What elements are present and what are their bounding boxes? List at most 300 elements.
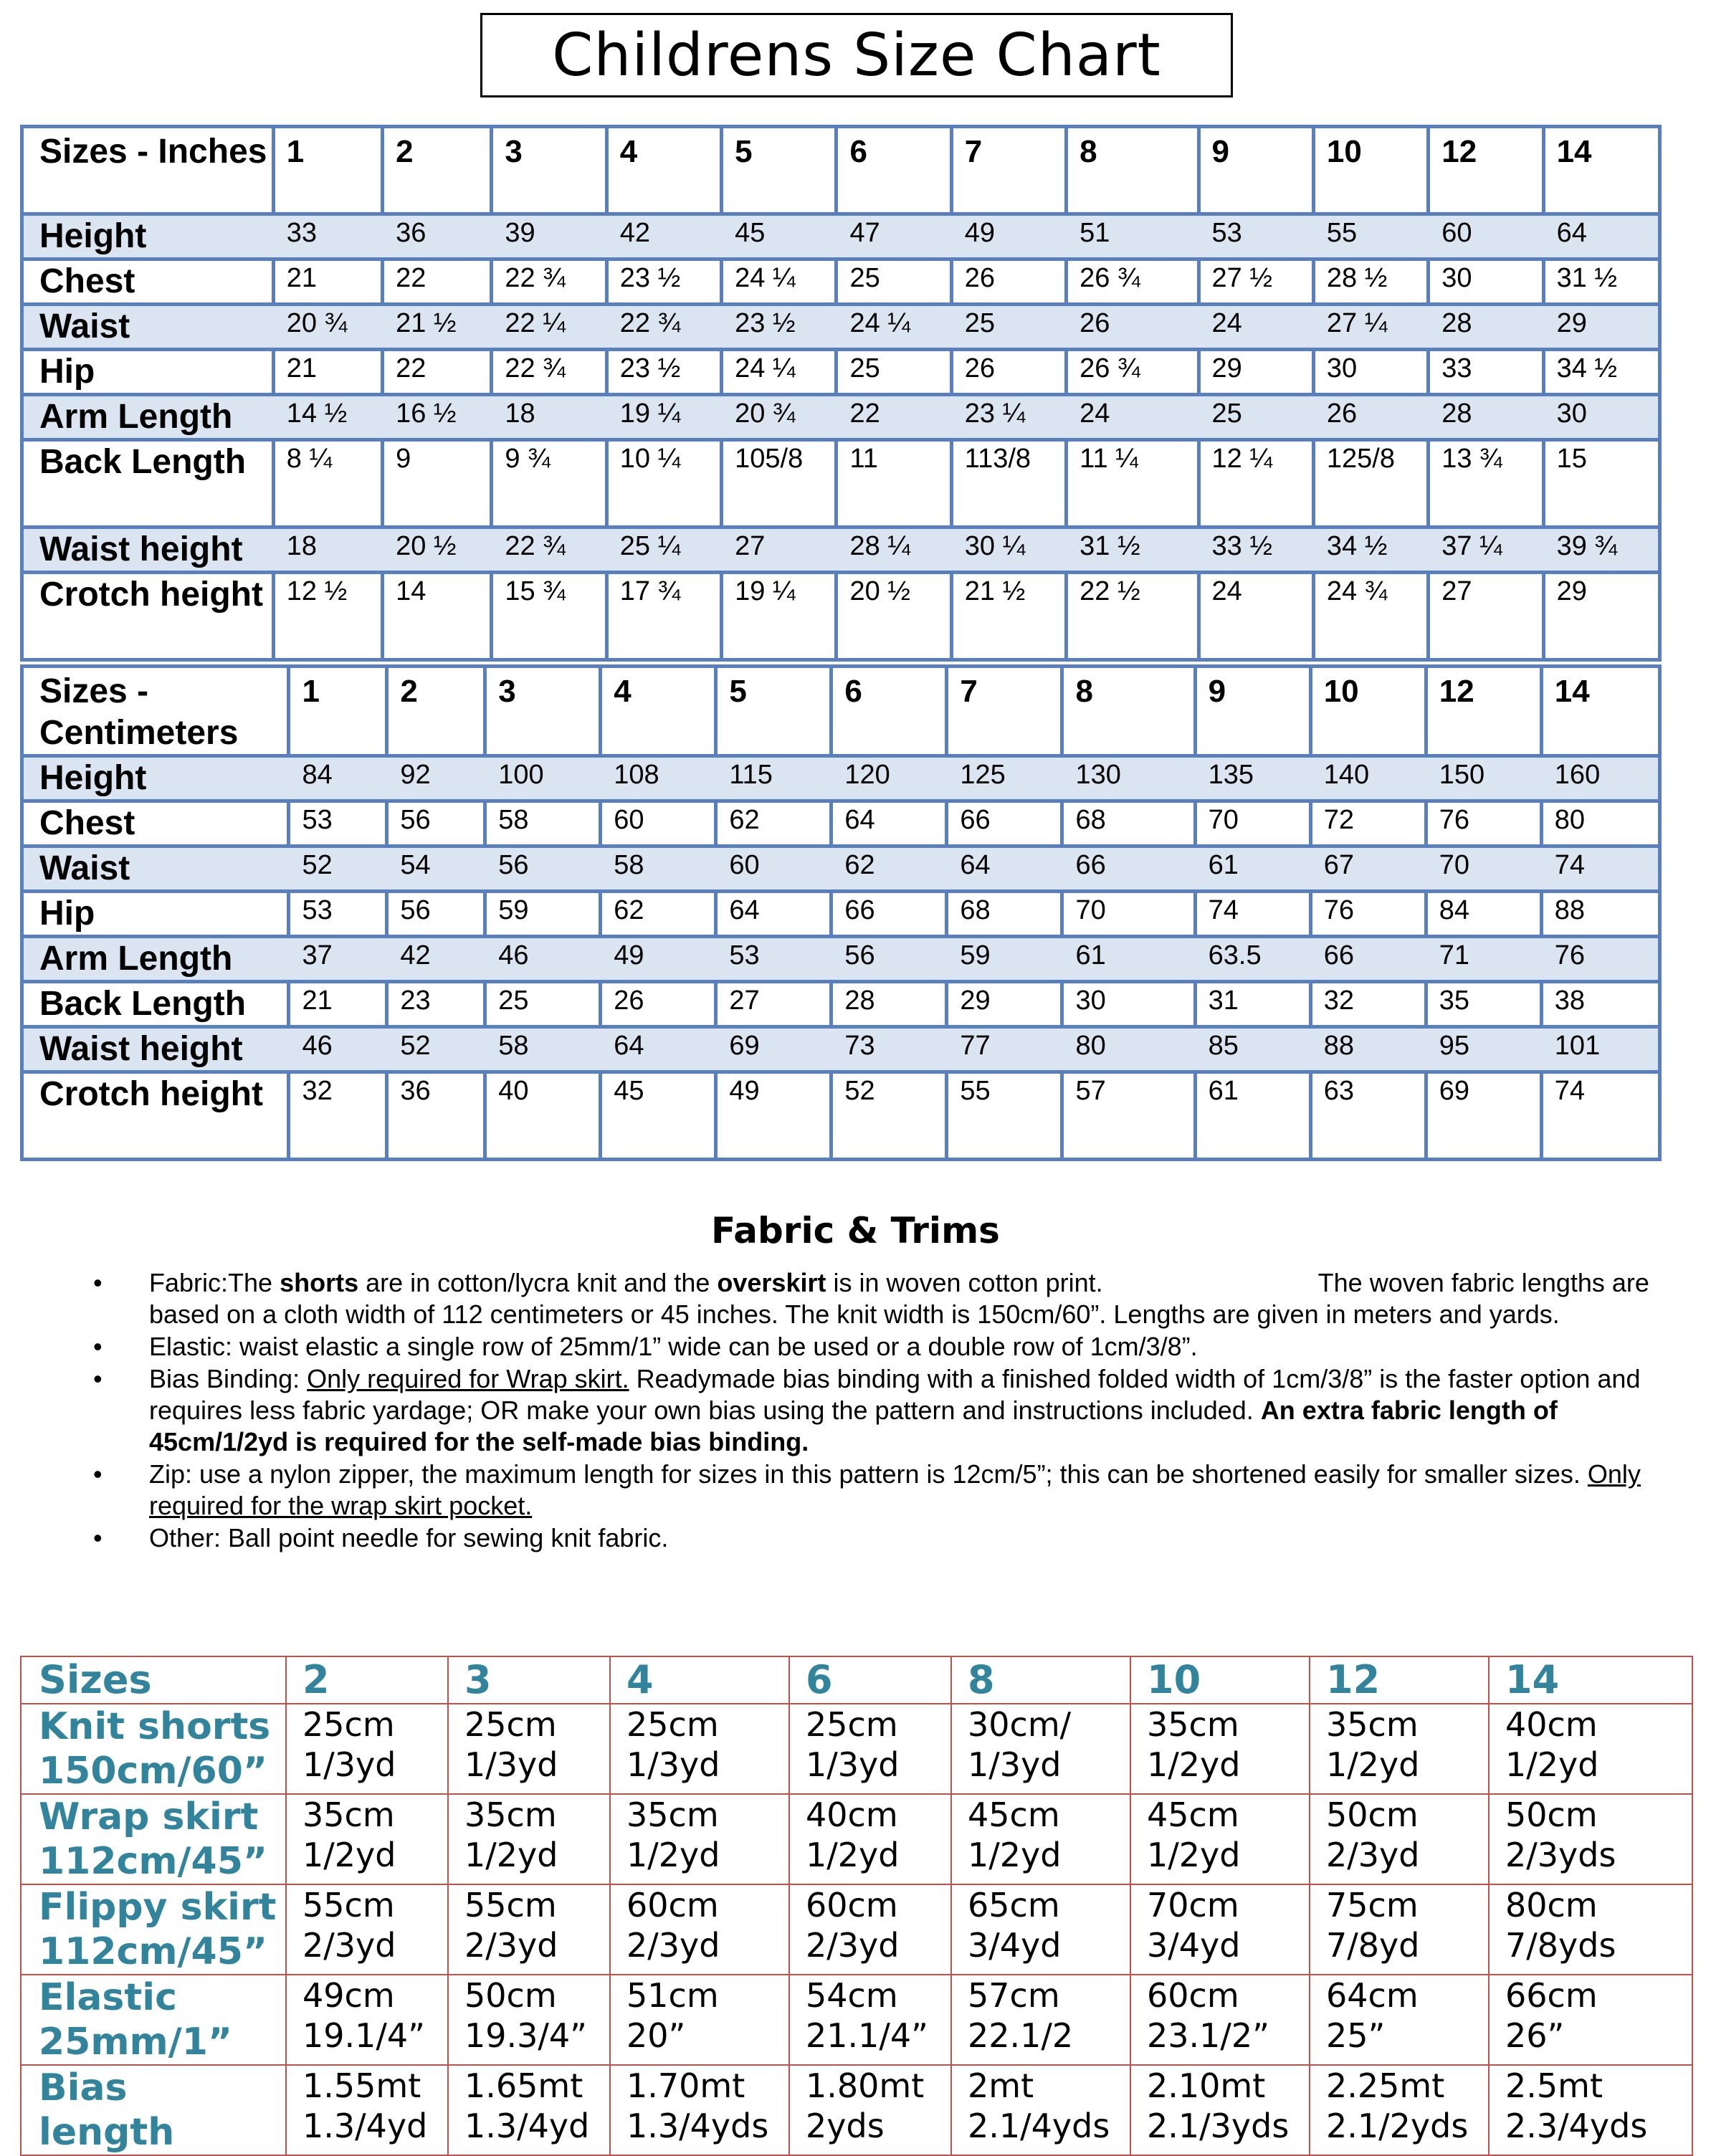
size-header: 2 [286, 1656, 448, 1704]
measurement-cell: 22 ½ [1067, 573, 1198, 660]
amount-line: 1/3yd [968, 1745, 1062, 1784]
measurement-cell: 76 [1426, 801, 1541, 846]
measurement-cell: 69 [716, 1027, 831, 1072]
bullet-icon: • [93, 1268, 103, 1297]
amount-line: 51cm [626, 1976, 719, 2015]
fabric-amount-cell [448, 1704, 610, 1794]
measurement-cell: 49 [951, 214, 1066, 259]
fabric-amount-cell [286, 1884, 448, 1975]
fabric-amount-cell [448, 1884, 610, 1975]
measurement-cell: 53 [1198, 214, 1313, 259]
measurement-cell: 17 ¾ [606, 573, 721, 660]
measurement-cell: 26 [1313, 395, 1428, 440]
row-label-line: 25mm/1” [39, 2021, 233, 2064]
measurement-cell: 85 [1195, 1027, 1310, 1072]
measurement-cell: 21 [289, 982, 387, 1027]
measurement-cell: 11 [837, 440, 951, 528]
size-header: 14 [1489, 1656, 1692, 1704]
measurement-cell: 15 ¾ [492, 573, 606, 660]
fabric-amount-cell [448, 1975, 610, 2065]
row-label: Crotch height [22, 1072, 289, 1160]
size-header: 9 [1198, 127, 1313, 214]
measurement-cell: 25 [837, 259, 951, 305]
measurement-cell: 74 [1541, 846, 1659, 892]
amount-line: 2.3/4yds [1505, 2107, 1648, 2145]
fabric-amount-cell [610, 1704, 789, 1794]
amount-line: 70cm [1147, 1886, 1239, 1924]
measurement-cell: 14 ½ [273, 395, 382, 440]
table-row [22, 801, 1660, 846]
amount-line: 1/2yd [626, 1836, 720, 1874]
measurement-cell: 58 [485, 801, 601, 846]
size-header: 6 [789, 1656, 951, 1704]
row-label: Waist [22, 305, 274, 350]
size-header: 14 [1543, 127, 1659, 214]
list-item: • Fabric:The shorts are in cotton/lycra knit and the overskirt is in woven cotton print. The woven fabric lengths are based on a cloth width of 112 centimeters or 45 inches. The knit width is 150cm/60”. Lengths are given in meters and yards. [93, 1268, 1649, 1329]
measurement-cell: 67 [1310, 846, 1426, 892]
measurement-cell: 24 [1198, 305, 1313, 350]
amount-line: 60cm [806, 1886, 898, 1924]
amount-line: 25cm [464, 1705, 557, 1744]
measurement-cell: 55 [1313, 214, 1428, 259]
fabric-amount-cell [286, 2065, 448, 2155]
measurement-cell: 25 [1198, 395, 1313, 440]
measurement-cell: 38 [1541, 982, 1659, 1027]
size-header: 8 [951, 1656, 1130, 1704]
measurement-cell: 22 [383, 259, 492, 305]
measurement-cell: 59 [947, 937, 1062, 982]
measurement-cell: 61 [1195, 846, 1310, 892]
measurement-cell: 33 ½ [1198, 528, 1313, 573]
table-row [22, 350, 1660, 395]
amount-line: 1.3/4yd [302, 2107, 428, 2145]
measurement-cell: 24 ¼ [837, 305, 951, 350]
bullet-icon: • [93, 1523, 103, 1552]
bullet-icon: • [93, 1459, 103, 1489]
measurement-cell: 16 ½ [383, 395, 492, 440]
amount-line: 2/3yd [806, 1926, 900, 1965]
page-title: Childrens Size Chart [480, 13, 1233, 97]
measurement-cell: 40 [485, 1072, 601, 1160]
table-row [22, 305, 1660, 350]
fabric-amount-cell [1310, 1975, 1489, 2065]
measurement-cell: 88 [1541, 892, 1659, 937]
size-header: 5 [722, 127, 837, 214]
list-item: • Elastic: waist elastic a single row of 25mm/1” wide can be used or a double row of 1cm/3/8”. [93, 1332, 1198, 1361]
list-item: • Other: Ball point needle for sewing knit fabric. [93, 1523, 669, 1552]
measurement-cell: 22 ¼ [492, 305, 606, 350]
measurement-cell: 25 [485, 982, 601, 1027]
measurement-cell: 52 [387, 1027, 485, 1072]
measurement-cell: 64 [947, 846, 1062, 892]
measurement-cell: 32 [289, 1072, 387, 1160]
fabric-amount-cell [1130, 1794, 1310, 1884]
measurement-cell: 28 ¼ [837, 528, 951, 573]
amount-line: 45cm [1147, 1795, 1239, 1834]
row-label [21, 1884, 286, 1975]
measurement-cell: 160 [1541, 756, 1659, 801]
amount-line: 35cm [464, 1795, 557, 1834]
amount-line: 2mt [968, 2066, 1034, 2105]
measurement-cell: 62 [601, 892, 716, 937]
measurement-cell: 26 [601, 982, 716, 1027]
amount-line: 1/2yd [1147, 1836, 1241, 1874]
measurement-cell: 25 ¼ [606, 528, 721, 573]
size-header: 6 [831, 667, 947, 756]
amount-line: 1.55mt [302, 2066, 421, 2105]
measurement-cell: 29 [1198, 350, 1313, 395]
amount-line: 25cm [626, 1705, 719, 1744]
amount-line: 35cm [1147, 1705, 1239, 1744]
table-row [22, 937, 1660, 982]
measurement-cell: 36 [383, 214, 492, 259]
measurement-cell: 35 [1426, 982, 1541, 1027]
row-label [21, 1704, 286, 1794]
amount-line: 2.25mt [1326, 2066, 1445, 2105]
measurement-cell: 32 [1310, 982, 1426, 1027]
measurement-cell: 23 ½ [606, 259, 721, 305]
size-header: 6 [837, 127, 951, 214]
amount-line: 22.1/2 [968, 2016, 1074, 2055]
measurement-cell: 56 [831, 937, 947, 982]
size-header: 2 [387, 667, 485, 756]
measurement-cell: 26 [951, 259, 1066, 305]
amount-line: 1/2yd [1326, 1745, 1420, 1784]
measurement-cell: 100 [485, 756, 601, 801]
amount-line: 40cm [1505, 1705, 1598, 1744]
row-label-line: 112cm/45” [39, 1840, 268, 1883]
table-header-row [21, 1656, 1692, 1704]
amount-line: 1/2yd [464, 1836, 558, 1874]
measurement-cell: 21 ½ [383, 305, 492, 350]
measurement-cell: 39 ¾ [1543, 528, 1659, 573]
measurement-cell: 64 [831, 801, 947, 846]
amount-line: 2.5mt [1505, 2066, 1603, 2105]
measurement-cell: 51 [1067, 214, 1198, 259]
fabric-amount-cell [610, 1975, 789, 2065]
measurement-cell: 68 [1062, 801, 1195, 846]
measurement-cell: 70 [1062, 892, 1195, 937]
measurement-cell: 53 [716, 937, 831, 982]
amount-line: 55cm [302, 1886, 395, 1924]
measurement-cell: 13 ¾ [1429, 440, 1543, 528]
measurement-cell: 34 ½ [1543, 350, 1659, 395]
amount-line: 35cm [1326, 1705, 1419, 1744]
amount-line: 1/2yd [1147, 1745, 1241, 1784]
measurement-cell: 42 [387, 937, 485, 982]
measurement-cell: 39 [492, 214, 606, 259]
measurement-cell: 22 [383, 350, 492, 395]
row-label: Back Length [22, 982, 289, 1027]
row-label: Hip [22, 350, 274, 395]
measurement-cell: 14 [383, 573, 492, 660]
size-header: 4 [606, 127, 721, 214]
amount-line: 75cm [1326, 1886, 1419, 1924]
amount-line: 1/2yd [968, 1836, 1062, 1874]
measurement-cell: 76 [1310, 892, 1426, 937]
measurement-cell: 21 [273, 350, 382, 395]
measurement-cell: 27 ½ [1198, 259, 1313, 305]
fabric-amount-cell [789, 1975, 951, 2065]
measurement-cell: 63.5 [1195, 937, 1310, 982]
measurement-cell: 54 [387, 846, 485, 892]
row-label-line: 112cm/45” [39, 1930, 268, 1973]
measurement-cell: 30 [1062, 982, 1195, 1027]
measurement-cell: 63 [1310, 1072, 1426, 1160]
measurement-cell: 66 [947, 801, 1062, 846]
measurement-cell: 108 [601, 756, 716, 801]
row-label-line: Bias [39, 2066, 128, 2109]
measurement-cell: 27 ¼ [1313, 305, 1428, 350]
size-header: 2 [383, 127, 492, 214]
measurement-cell: 11 ¼ [1067, 440, 1198, 528]
amount-line: 26” [1505, 2016, 1565, 2055]
measurement-cell: 101 [1541, 1027, 1659, 1072]
measurement-cell: 9 [383, 440, 492, 528]
measurement-cell: 42 [606, 214, 721, 259]
measurement-cell: 24 [1198, 573, 1313, 660]
size-header: 14 [1541, 667, 1659, 756]
row-label-line: 150cm/60” [39, 1750, 268, 1793]
measurement-cell: 73 [831, 1027, 947, 1072]
row-label [21, 2065, 286, 2155]
measurement-cell: 30 [1313, 350, 1428, 395]
measurement-cell: 18 [492, 395, 606, 440]
row-label-line: length [39, 2111, 175, 2154]
amount-line: 54cm [806, 1976, 898, 2015]
fabric-requirements-table [20, 1656, 1693, 2156]
measurement-cell: 28 [831, 982, 947, 1027]
size-header: 10 [1130, 1656, 1310, 1704]
measurement-cell: 24 ¾ [1313, 573, 1428, 660]
size-header: 8 [1062, 667, 1195, 756]
measurement-cell: 33 [1429, 350, 1543, 395]
amount-line: 50cm [1505, 1795, 1598, 1834]
table-header-row [22, 667, 1660, 756]
measurement-cell: 150 [1426, 756, 1541, 801]
size-header: 4 [601, 667, 716, 756]
table-row [22, 259, 1660, 305]
amount-line: 60cm [1147, 1976, 1239, 2015]
fabric-amount-cell [448, 2065, 610, 2155]
table-row [21, 2065, 1692, 2155]
measurement-cell: 23 ½ [722, 305, 837, 350]
table-row [22, 440, 1660, 528]
table-row [21, 1704, 1692, 1794]
measurement-cell: 62 [831, 846, 947, 892]
measurement-cell: 21 ½ [951, 573, 1066, 660]
measurement-cell: 140 [1310, 756, 1426, 801]
measurement-cell: 68 [947, 892, 1062, 937]
amount-line: 50cm [464, 1976, 557, 2015]
measurement-cell: 80 [1062, 1027, 1195, 1072]
measurement-cell: 23 ½ [606, 350, 721, 395]
measurement-cell: 18 [273, 528, 382, 573]
measurement-cell: 64 [601, 1027, 716, 1072]
amount-line: 19.1/4” [302, 2016, 426, 2055]
measurement-cell: 24 ¼ [722, 350, 837, 395]
measurement-cell: 30 [1543, 395, 1659, 440]
fabric-amount-cell [610, 1884, 789, 1975]
measurement-cell: 56 [485, 846, 601, 892]
measurement-cell: 60 [601, 801, 716, 846]
measurement-cell: 105/8 [722, 440, 837, 528]
amount-line: 1/2yd [302, 1836, 396, 1874]
size-header: 10 [1313, 127, 1428, 214]
amount-line: 50cm [1326, 1795, 1419, 1834]
measurement-cell: 22 ¾ [492, 259, 606, 305]
table-row [21, 1884, 1692, 1975]
measurement-cell: 28 [1429, 305, 1543, 350]
measurement-cell: 46 [289, 1027, 387, 1072]
measurement-cell: 95 [1426, 1027, 1541, 1072]
amount-line: 40cm [806, 1795, 898, 1834]
amount-line: 35cm [302, 1795, 395, 1834]
measurement-cell: 31 ½ [1543, 259, 1659, 305]
header-label: Sizes - Inches [22, 127, 274, 214]
amount-line: 7/8yd [1326, 1926, 1420, 1965]
measurement-cell: 19 ¼ [722, 573, 837, 660]
measurement-cell: 115 [716, 756, 831, 801]
measurement-cell: 59 [485, 892, 601, 937]
measurement-cell: 47 [837, 214, 951, 259]
row-label: Hip [22, 892, 289, 937]
fabric-amount-cell [951, 1704, 1130, 1794]
amount-line: 66cm [1505, 1976, 1598, 2015]
measurement-cell: 21 [273, 259, 382, 305]
amount-line: 2.1/4yds [968, 2107, 1110, 2145]
size-header: 1 [273, 127, 382, 214]
row-label: Waist [22, 846, 289, 892]
measurement-cell: 92 [387, 756, 485, 801]
amount-line: 20” [626, 2016, 686, 2055]
measurement-cell: 23 ¼ [951, 395, 1066, 440]
amount-line: 2/3yds [1505, 1836, 1616, 1874]
row-label: Arm Length [22, 395, 274, 440]
amount-line: 2.1/3yds [1147, 2107, 1290, 2145]
table-row [22, 528, 1660, 573]
amount-line: 60cm [626, 1886, 719, 1924]
measurement-cell: 53 [289, 801, 387, 846]
fabric-amount-cell [1130, 2065, 1310, 2155]
row-label: Height [22, 756, 289, 801]
amount-line: 2.1/2yds [1326, 2107, 1469, 2145]
measurement-cell: 120 [831, 756, 947, 801]
measurement-cell: 26 [951, 350, 1066, 395]
size-header: 8 [1067, 127, 1198, 214]
amount-line: 35cm [626, 1795, 719, 1834]
table-row [22, 1027, 1660, 1072]
measurement-cell: 23 [387, 982, 485, 1027]
bullet-icon: • [93, 1364, 103, 1393]
measurement-cell: 20 ½ [837, 573, 951, 660]
measurement-cell: 135 [1195, 756, 1310, 801]
row-label-line: Knit shorts [39, 1705, 271, 1748]
row-label: Waist height [22, 1027, 289, 1072]
row-label [21, 1794, 286, 1884]
row-label: Back Length [22, 440, 274, 528]
amount-line: 45cm [968, 1795, 1060, 1834]
fabric-amount-cell [610, 1794, 789, 1884]
fabric-amount-cell [1130, 1704, 1310, 1794]
fabric-amount-cell [286, 1704, 448, 1794]
measurement-cell: 25 [837, 350, 951, 395]
fabric-amount-cell [951, 1975, 1130, 2065]
measurement-cell: 31 [1195, 982, 1310, 1027]
measurement-cell: 36 [387, 1072, 485, 1160]
fabric-trims-heading: Fabric & Trims [711, 1210, 1000, 1251]
row-label: Crotch height [22, 573, 274, 660]
measurement-cell: 20 ¾ [722, 395, 837, 440]
measurement-cell: 66 [1310, 937, 1426, 982]
row-label: Waist height [22, 528, 274, 573]
table-row [22, 214, 1660, 259]
amount-line: 3/4yd [1147, 1926, 1241, 1965]
amount-line: 7/8yds [1505, 1926, 1616, 1965]
measurement-cell: 26 ¾ [1067, 259, 1198, 305]
fabric-amount-cell [610, 2065, 789, 2155]
measurement-cell: 12 ¼ [1198, 440, 1313, 528]
measurement-cell: 29 [1543, 305, 1659, 350]
measurement-cell: 46 [485, 937, 601, 982]
measurement-cell: 29 [947, 982, 1062, 1027]
amount-line: 1.65mt [464, 2066, 583, 2105]
measurement-cell: 25 [951, 305, 1066, 350]
measurement-cell: 52 [831, 1072, 947, 1160]
table-row [22, 892, 1660, 937]
measurement-cell: 62 [716, 801, 831, 846]
measurement-cell: 77 [947, 1027, 1062, 1072]
amount-line: 1.3/4yd [464, 2107, 590, 2145]
fabric-amount-cell [789, 2065, 951, 2155]
row-label-line: Wrap skirt [39, 1795, 259, 1838]
amount-line: 1/2yd [1505, 1745, 1599, 1784]
measurement-cell: 20 ½ [383, 528, 492, 573]
measurement-cell: 56 [387, 892, 485, 937]
measurement-cell: 125 [947, 756, 1062, 801]
measurement-cell: 37 ¼ [1429, 528, 1543, 573]
measurement-cell: 45 [601, 1072, 716, 1160]
size-header: 10 [1310, 667, 1426, 756]
measurement-cell: 8 ¼ [273, 440, 382, 528]
measurement-cell: 60 [1429, 214, 1543, 259]
measurement-cell: 9 ¾ [492, 440, 606, 528]
table-row [22, 846, 1660, 892]
measurement-cell: 22 ¾ [606, 305, 721, 350]
table-row [22, 982, 1660, 1027]
measurement-cell: 24 ¼ [722, 259, 837, 305]
fabric-amount-cell [1310, 2065, 1489, 2155]
amount-line: 3/4yd [968, 1926, 1062, 1965]
fabric-amount-cell [1310, 1704, 1489, 1794]
measurement-cell: 27 [716, 982, 831, 1027]
table-row [22, 1072, 1660, 1160]
measurement-cell: 58 [601, 846, 716, 892]
amount-line: 2/3yd [626, 1926, 720, 1965]
measurement-cell: 31 ½ [1067, 528, 1198, 573]
measurement-cell: 88 [1310, 1027, 1426, 1072]
fabric-amount-cell [1130, 1884, 1310, 1975]
amount-line: 2/3yd [302, 1926, 396, 1965]
fabric-amount-cell [1310, 1794, 1489, 1884]
amount-line: 21.1/4” [806, 2016, 929, 2055]
amount-line: 64cm [1326, 1976, 1419, 2015]
measurement-cell: 22 ¾ [492, 350, 606, 395]
table-row [22, 756, 1660, 801]
amount-line: 1/3yd [302, 1745, 396, 1784]
fabric-amount-cell [286, 1794, 448, 1884]
measurement-cell: 130 [1062, 756, 1195, 801]
